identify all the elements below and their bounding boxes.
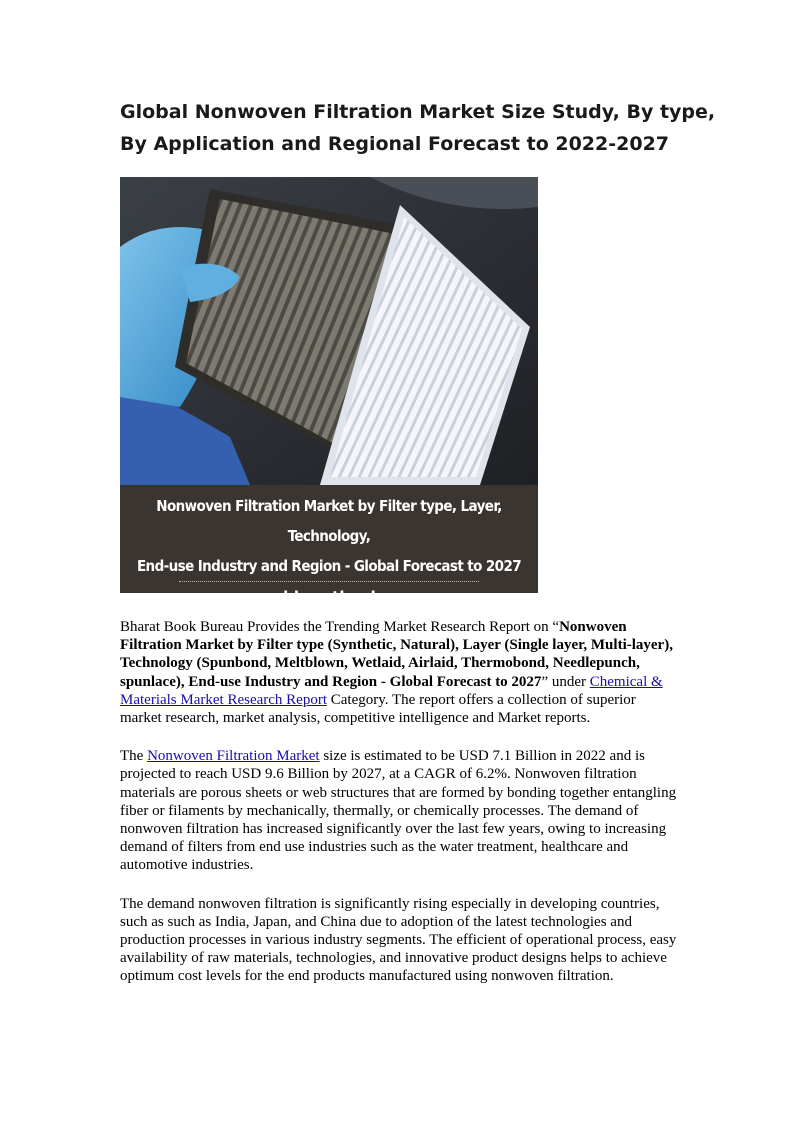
title-line-1: Global Nonwoven Filtration Market Size Study, By type, [120,101,716,123]
p1-intro: Bharat Book Bureau Provides the Trending Market Research Report on “ [120,619,560,635]
filter-photo-illustration [120,177,538,485]
banner-line-1: Nonwoven Filtration Market by Filter type, Layer, Technology, [156,497,502,545]
market-link[interactable]: Nonwoven Filtration Market [147,748,320,765]
document-body [120,618,680,1006]
category-link[interactable]: Chemical & Materials Market Research Report [120,673,663,708]
cover-banner [120,485,538,606]
document-title [120,96,720,160]
p2-intro: The [120,748,148,765]
paragraph-2 [120,747,680,874]
p1-under: under [548,673,590,690]
p1-close-quote: ” [541,673,549,690]
paragraph-3: The demand nonwoven filtration is significantly rising especially in developing countries, such as such as India, Japan, and China due to adoption of the latest technologies and production processes in various industry segments. The efficient of operational process, easy availability of raw materials, technologies, and innovative product designs helps to achieve optimum cost levels for the end products manufactured using nonwoven filtration. [120,895,677,985]
p2-rest: size is estimated to be USD 7.1 Billion in 2022 and is projected to reach USD 9.6 Billion by 2027, at a CAGR of 6.2%. Nonwoven filtration materials are porous sheets or web structures that are formed by bonding together entangling fiber or filaments by mechanically, thermally, or chemically processes. The demand of nonwoven filtration has increased significantly over the last few years, owing to increasing demand of filters from end use industries such as the water treatment, healthcare and automotive industries. [120,748,677,874]
report-cover-image [120,177,538,606]
p1-rest: Category. The report offers a collection of superior market research, market analysis, competitive intelligence and Market reports. [120,691,636,727]
paragraph-1 [120,618,680,727]
title-line-2: By Application and Regional Forecast to 2022-2027 [120,133,670,155]
p1-report-title: Nonwoven Filtration Market by Filter type (Synthetic, Natural), Layer (Single layer, Multi-layer), Technology (Spunbond, Meltblown, Wetlaid, Airlaid, Thermobond, Needlepunch, spunlace), End-use Industry and Region - Global Forecast to 2027 [120,619,673,690]
banner-line-2: End-use Industry and Region - Global Forecast to 2027 [136,557,522,575]
banner-url: www.bharatbook.com [236,588,422,606]
